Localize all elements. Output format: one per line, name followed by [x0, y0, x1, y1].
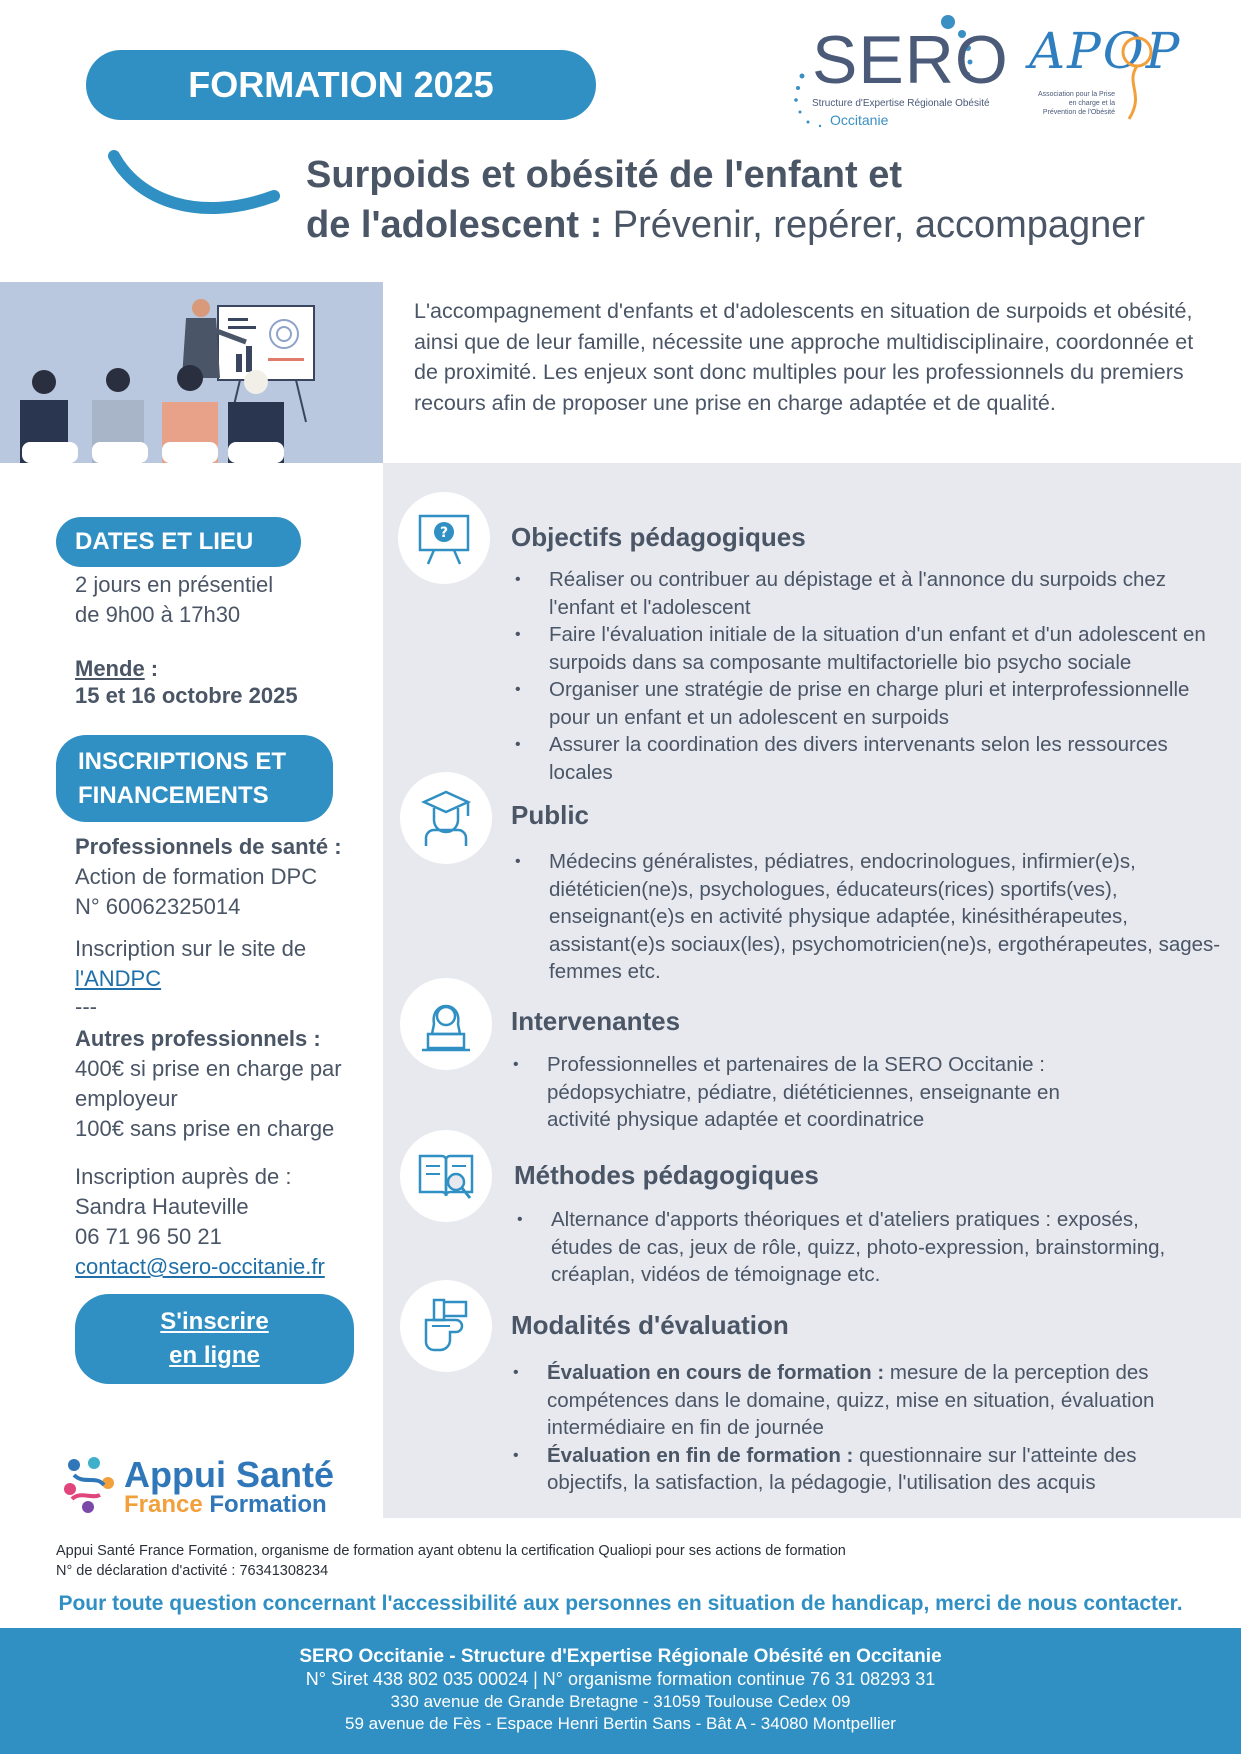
- note-line-1: Appui Santé France Formation, organisme de formation ayant obtenu la certification Qualiopi pour ses actions de formation: [56, 1543, 846, 1559]
- appui-title: Appui Santé: [124, 1454, 335, 1495]
- methodes-icon-circle: [400, 1130, 492, 1222]
- pro-sante-block: [75, 832, 342, 922]
- objectifs-icon-circle: [398, 492, 490, 584]
- pro-sante-label: Professionnels de santé :: [75, 834, 342, 859]
- contact-name: Sandra Hauteville: [75, 1194, 249, 1219]
- footer-band: [0, 1628, 1241, 1754]
- appui-subtitle: [124, 1491, 327, 1519]
- formation-badge: FORMATION 2025: [86, 50, 596, 120]
- list-item: • Réaliser ou contribuer au dépistage et à l'annonce du surpoids chez l'enfant et l'adolescent: [512, 566, 1224, 621]
- title-bold-line-1: Surpoids et obésité de l'enfant et: [306, 154, 903, 196]
- woman-laptop-icon: [416, 994, 476, 1054]
- appui-sub-formation: Formation: [202, 1491, 327, 1518]
- svg-text:?: ?: [439, 525, 449, 541]
- intervenantes-title: Intervenantes: [511, 1006, 681, 1036]
- register-online-button[interactable]: [75, 1294, 354, 1384]
- methodes-list: [514, 1206, 1194, 1289]
- autres-pro-block: [75, 1024, 342, 1144]
- list-item: [510, 1359, 1210, 1442]
- contact-email-link[interactable]: contact@sero-occitanie.fr: [75, 1254, 325, 1279]
- dates-info: [75, 570, 273, 630]
- apop-wordmark: APOP: [1029, 22, 1182, 80]
- qualiopi-note: [56, 1541, 846, 1581]
- public-list: [512, 848, 1224, 986]
- title-bold-line-2: de l'adolescent :: [306, 204, 603, 246]
- swoosh-decoration-icon: [108, 150, 280, 230]
- sero-wordmark: SERO: [812, 22, 1009, 98]
- location-info: [75, 655, 298, 709]
- price-line-1b: employeur: [75, 1086, 178, 1111]
- list-item: • Alternance d'apports théoriques et d'ateliers pratiques : exposés, études de cas, jeux de rôle, quizz, photo-expression, brainstorming, créaplan, vidéos de témoignage etc.: [514, 1206, 1194, 1289]
- page-title: [306, 150, 1206, 250]
- footer-org-title: SERO Occitanie - Structure d'Expertise Régionale Obésité en Occitanie: [299, 1646, 942, 1667]
- book-magnifier-icon: [416, 1146, 476, 1206]
- list-item: • Assurer la coordination des divers intervenants selon les ressources locales: [512, 731, 1224, 786]
- objectifs-title: Objectifs pédagogiques: [511, 522, 806, 552]
- sero-subtitle: Structure d'Expertise Régionale Obésité: [812, 98, 990, 109]
- dates-line-2: de 9h00 à 17h30: [75, 602, 241, 627]
- modalites-title: Modalités d'évaluation: [511, 1310, 789, 1340]
- list-item: • Faire l'évaluation initiale de la situation d'un enfant et d'un adolescent en surpoids dans sa composante multifactorielle bio psycho sociale: [512, 621, 1224, 676]
- city-name: Mende: [75, 656, 145, 681]
- contact-phone[interactable]: 06 71 96 50 21: [75, 1224, 222, 1249]
- modalites-item-2-label: Évaluation en fin de formation :: [547, 1443, 854, 1467]
- cta-line-1: S'inscrire: [160, 1308, 269, 1335]
- site-line: Inscription sur le site de: [75, 936, 307, 961]
- dates-value: 15 et 16 octobre 2025: [75, 683, 298, 708]
- autres-pro-label: Autres professionnels :: [75, 1026, 321, 1051]
- price-line-2: 100€ sans prise en charge: [75, 1116, 335, 1141]
- apop-logo: [1025, 24, 1215, 134]
- andpc-link[interactable]: l'ANDPC: [75, 966, 162, 991]
- list-item: [510, 1442, 1210, 1497]
- footer-siret: N° Siret 438 802 035 00024 | N° organisme formation continue 76 31 08293 31: [305, 1669, 936, 1689]
- andpc-block: [75, 934, 306, 1020]
- sero-region: Occitanie: [830, 112, 889, 128]
- inscriptions-header: [56, 735, 333, 822]
- modalites-item-1-text: mesure de la perception des compétences dans le domaine, quizz, mise en situation, évaluation intermédiaire en fin de journée: [547, 1361, 1155, 1439]
- accessibility-notice: Pour toute question concernant l'accessibilité aux personnes en situation de handicap, merci de nous contacter.: [58, 1592, 1183, 1615]
- modalites-icon-circle: [400, 1280, 492, 1372]
- note-line-2: N° de déclaration d'activité : 76341308234: [56, 1563, 329, 1579]
- price-line-1a: 400€ si prise en charge par: [75, 1056, 342, 1081]
- insc-header-line-1: INSCRIPTIONS ET: [78, 748, 287, 775]
- hand-flag-icon: [416, 1296, 476, 1356]
- public-icon-circle: [400, 772, 492, 864]
- cta-line-2: en ligne: [169, 1342, 260, 1369]
- appui-sante-logo: [60, 1455, 360, 1520]
- modalites-item-2-text: questionnaire sur l'atteinte des objectifs, la satisfaction, la pédagogie, l'utilisation des acquis: [547, 1443, 1137, 1494]
- appui-people-icon: [60, 1455, 124, 1520]
- intervenantes-icon-circle: [400, 978, 492, 1070]
- footer-address-1: 330 avenue de Grande Bretagne - 31059 Toulouse Cedex 09: [390, 1692, 851, 1711]
- presentation-question-icon: [414, 508, 474, 568]
- objectifs-list: [512, 566, 1224, 786]
- title-subtitle: Prévenir, repérer, accompagner: [602, 204, 1146, 246]
- contact-block: [75, 1162, 325, 1282]
- appui-sub-france: France: [124, 1491, 203, 1518]
- public-title: Public: [511, 800, 590, 830]
- dpc-number: N° 60062325014: [75, 894, 241, 919]
- hero-illustration: [0, 282, 383, 463]
- intro-paragraph: L'accompagnement d'enfants et d'adolescents en situation de surpoids et obésité, ainsi que de leur famille, nécessite une approche multidisciplinaire, coordonnée et de proximité. Les enjeux sont donc multiples pour les professionnels du premiers recours afin de proposer une prise en charge adaptée et de qualité.: [414, 299, 1194, 415]
- sero-logo: [790, 14, 1009, 134]
- methodes-title: Méthodes pédagogiques: [514, 1160, 819, 1190]
- apop-subtitle: Association pour la Prise en charge et la Prévention de l'Obésité: [1037, 91, 1115, 116]
- list-item: • Médecins généralistes, pédiatres, endocrinologues, infirmier(e)s, diététicien(ne)s, psychologues, éducateurs(rices) sportifs(ves), enseignant(e)s en activité physique adaptée, kinésithérapeutes, assistant(e)s sociaux(les), psychomotricien(ne)s, ergothérapeutes, sages-femmes etc.: [512, 848, 1224, 986]
- presentation-illustration-icon: [0, 282, 383, 463]
- separator: ---: [75, 994, 97, 1019]
- modalites-item-1-label: Évaluation en cours de formation :: [547, 1361, 885, 1384]
- city-suffix: :: [144, 656, 159, 681]
- balloon-icon: [1025, 24, 1215, 134]
- insc-header-line-2: FINANCEMENTS: [78, 782, 269, 809]
- intervenantes-list: [510, 1051, 1100, 1134]
- modalites-list: [510, 1359, 1210, 1497]
- contact-intro: Inscription auprès de :: [75, 1164, 292, 1189]
- list-item: • Professionnelles et partenaires de la SERO Occitanie : pédopsychiatre, pédiatre, diététiciennes, enseignante en activité physique adaptée et coordinatrice: [510, 1051, 1100, 1134]
- graduate-icon: [416, 788, 476, 848]
- list-item: • Organiser une stratégie de prise en charge pluri et interprofessionnelle pour un enfant et un adolescent en surpoids: [512, 676, 1224, 731]
- footer-address-2: 59 avenue de Fès - Espace Henri Bertin Sans - Bât A - 34080 Montpellier: [345, 1714, 896, 1733]
- dpc-line: Action de formation DPC: [75, 864, 318, 889]
- dates-header: DATES ET LIEU: [56, 517, 301, 567]
- dates-line-1: 2 jours en présentiel: [75, 572, 274, 597]
